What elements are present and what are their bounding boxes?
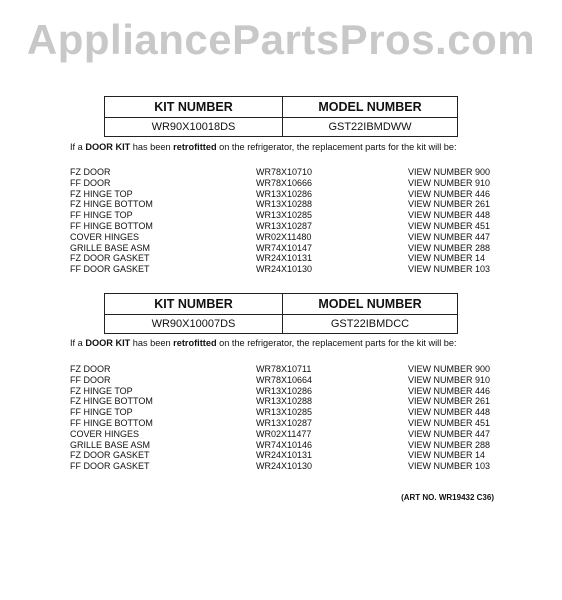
view-number: VIEW NUMBER 103 xyxy=(408,461,491,472)
view-number: VIEW NUMBER 451 xyxy=(408,417,491,428)
part-number: WR78X10710 xyxy=(256,167,313,177)
parts-list-1 xyxy=(70,167,540,275)
part-number: WR02X11477 xyxy=(256,428,312,439)
view-number: VIEW NUMBER 103 xyxy=(408,264,491,275)
part-row xyxy=(70,440,540,451)
part-row xyxy=(70,189,540,200)
art-number: (ART NO. WR19432 C36) xyxy=(401,493,494,502)
view-number: VIEW NUMBER 910 xyxy=(408,374,491,385)
model-number-header: MODEL NUMBER xyxy=(283,294,458,315)
retrofit-intro-1 xyxy=(70,142,550,152)
intro-kit-term: DOOR KIT xyxy=(85,338,131,348)
part-row xyxy=(70,364,540,375)
part-number: WR24X10130 xyxy=(256,264,313,275)
view-number: VIEW NUMBER 261 xyxy=(408,199,491,210)
intro-text: If a xyxy=(70,142,86,152)
view-number: VIEW NUMBER 900 xyxy=(408,167,491,177)
part-number: WR13X10286 xyxy=(256,385,313,396)
part-row xyxy=(70,418,540,429)
part-row xyxy=(70,386,540,397)
part-name: FZ HINGE BOTTOM xyxy=(70,396,153,407)
part-row xyxy=(70,199,540,210)
intro-retrofitted: retrofitted xyxy=(173,338,217,348)
intro-retrofitted: retrofitted xyxy=(173,142,217,152)
parts-list-2 xyxy=(70,364,540,472)
view-number: VIEW NUMBER 288 xyxy=(408,242,491,253)
part-row xyxy=(70,429,540,440)
part-number: WR13X10288 xyxy=(256,396,313,407)
part-row xyxy=(70,264,540,275)
part-name: FF HINGE TOP xyxy=(70,210,133,221)
view-number: VIEW NUMBER 900 xyxy=(408,364,491,374)
part-name: GRILLE BASE ASM xyxy=(70,439,151,450)
part-row xyxy=(70,232,540,243)
part-name: FF HINGE TOP xyxy=(70,407,133,418)
intro-text: If a xyxy=(70,338,86,348)
part-number: WR13X10286 xyxy=(256,188,313,199)
part-row xyxy=(70,221,540,232)
retrofit-intro-2 xyxy=(70,338,550,348)
kit-number-header: KIT NUMBER xyxy=(105,97,283,118)
part-name: FF DOOR GASKET xyxy=(70,461,150,472)
part-row xyxy=(70,407,540,418)
view-number: VIEW NUMBER 446 xyxy=(408,385,491,396)
part-row xyxy=(70,450,540,461)
part-row xyxy=(70,167,540,178)
part-number: WR13X10285 xyxy=(256,407,313,418)
part-number: WR13X10287 xyxy=(256,417,313,428)
watermark-logo: AppliancePartsPros.com xyxy=(26,16,536,63)
part-name: FZ HINGE BOTTOM xyxy=(70,199,153,210)
part-number: WR74X10147 xyxy=(256,242,313,253)
view-number: VIEW NUMBER 447 xyxy=(408,231,491,242)
part-name: FZ DOOR GASKET xyxy=(70,253,150,264)
part-number: WR13X10287 xyxy=(256,220,313,231)
view-number: VIEW NUMBER 447 xyxy=(408,428,491,439)
part-number: WR78X10666 xyxy=(256,177,313,188)
intro-text: has been xyxy=(130,338,174,348)
model-number-value: GST22IBMDWW xyxy=(283,118,458,137)
part-row xyxy=(70,243,540,254)
part-number: WR24X10131 xyxy=(256,253,313,264)
part-name: FZ HINGE TOP xyxy=(70,385,133,396)
intro-text: has been xyxy=(130,142,174,152)
part-name: FF DOOR xyxy=(70,177,111,188)
part-name: FZ DOOR xyxy=(70,167,111,177)
view-number: VIEW NUMBER 288 xyxy=(408,439,491,450)
intro-text: on the refrigerator, the replacement parts for the kit will be: xyxy=(216,142,457,152)
part-name: COVER HINGES xyxy=(70,231,140,242)
intro-text: on the refrigerator, the replacement parts for the kit will be: xyxy=(216,338,457,348)
view-number: VIEW NUMBER 14 xyxy=(408,450,486,461)
view-number: VIEW NUMBER 448 xyxy=(408,210,491,221)
kit-number-value: WR90X10007DS xyxy=(105,315,283,334)
view-number: VIEW NUMBER 446 xyxy=(408,188,491,199)
part-number: WR13X10288 xyxy=(256,199,313,210)
kit-model-table-2 xyxy=(104,293,458,334)
intro-kit-term: DOOR KIT xyxy=(85,142,131,152)
part-number: WR78X10664 xyxy=(256,374,313,385)
part-name: FF HINGE BOTTOM xyxy=(70,220,153,231)
part-name: FF DOOR xyxy=(70,374,111,385)
model-number-value: GST22IBMDCC xyxy=(283,315,458,334)
part-name: FF HINGE BOTTOM xyxy=(70,417,153,428)
part-row xyxy=(70,210,540,221)
view-number: VIEW NUMBER 448 xyxy=(408,407,491,418)
model-number-header: MODEL NUMBER xyxy=(283,97,458,118)
part-row xyxy=(70,396,540,407)
part-name: FZ DOOR GASKET xyxy=(70,450,150,461)
part-row xyxy=(70,253,540,264)
part-name: FZ HINGE TOP xyxy=(70,188,133,199)
part-number: WR24X10130 xyxy=(256,461,313,472)
part-row xyxy=(70,461,540,472)
part-number: WR78X10711 xyxy=(256,364,312,374)
view-number: VIEW NUMBER 14 xyxy=(408,253,486,264)
part-number: WR13X10285 xyxy=(256,210,313,221)
part-name: FZ DOOR xyxy=(70,364,111,374)
kit-model-table-1 xyxy=(104,96,458,137)
part-row xyxy=(70,375,540,386)
part-name: COVER HINGES xyxy=(70,428,140,439)
part-row xyxy=(70,178,540,189)
kit-number-value: WR90X10018DS xyxy=(105,118,283,137)
view-number: VIEW NUMBER 261 xyxy=(408,396,491,407)
part-number: WR02X11480 xyxy=(256,231,312,242)
view-number: VIEW NUMBER 451 xyxy=(408,220,491,231)
part-number: WR74X10146 xyxy=(256,439,313,450)
part-number: WR24X10131 xyxy=(256,450,313,461)
view-number: VIEW NUMBER 910 xyxy=(408,177,491,188)
part-name: GRILLE BASE ASM xyxy=(70,242,151,253)
kit-number-header: KIT NUMBER xyxy=(105,294,283,315)
part-name: FF DOOR GASKET xyxy=(70,264,150,275)
